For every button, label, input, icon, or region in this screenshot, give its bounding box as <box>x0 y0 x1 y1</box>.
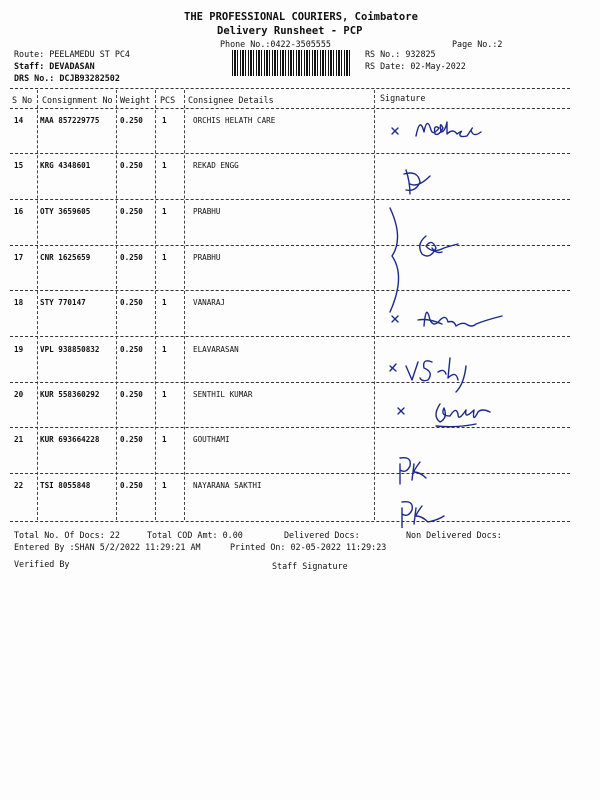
signature-mark <box>400 458 426 484</box>
signature-mark <box>436 404 490 427</box>
row-consignee: GOUTHAMI <box>193 435 230 444</box>
row-pcs: 1 <box>162 298 167 307</box>
row-pcs: 1 <box>162 345 167 354</box>
row-consignee: NAYARANA SAKTHI <box>193 481 262 490</box>
row-pcs: 1 <box>162 481 167 490</box>
row-consignment: VPL 938850832 <box>40 345 100 354</box>
row-pcs: 1 <box>162 116 167 125</box>
printed-on: Printed On: 02-05-2022 11:29:23 <box>230 542 387 552</box>
row-weight: 0.250 <box>120 345 143 354</box>
row-pcs: 1 <box>162 435 167 444</box>
signature-mark <box>390 208 399 312</box>
row-weight: 0.250 <box>120 390 143 399</box>
row-consignee: ELAVARASAN <box>193 345 239 354</box>
row-consignment: KUR 558360292 <box>40 390 100 399</box>
row-consignment: STY 770147 <box>40 298 86 307</box>
col-separator <box>374 90 375 520</box>
table-top-rule <box>10 88 570 89</box>
total-cod: Total COD Amt: 0.00 <box>147 530 243 540</box>
row-weight: 0.250 <box>120 481 143 490</box>
row-sno: 15 <box>14 161 24 170</box>
row-weight: 0.250 <box>120 161 143 170</box>
row-consignee: PRABHU <box>193 253 221 262</box>
row-consignment: KRG 4348601 <box>40 161 91 170</box>
row-consignment: OTY 3659605 <box>40 207 91 216</box>
row-sno: 22 <box>14 481 24 490</box>
row-weight: 0.250 <box>120 298 143 307</box>
col-header-consignee: Consignee Details <box>188 95 274 105</box>
total-docs: Total No. Of Docs: 22 <box>14 530 120 540</box>
row-sno: 16 <box>14 207 24 216</box>
row-consignee: REKAD ENGG <box>193 161 239 170</box>
delivered-docs: Delivered Docs: <box>284 530 360 540</box>
row-sno: 18 <box>14 298 24 307</box>
non-delivered-docs: Non Delivered Docs: <box>406 530 502 540</box>
row-weight: 0.250 <box>120 435 143 444</box>
signature-mark <box>406 358 466 392</box>
signature-mark <box>404 170 430 194</box>
rs-date: RS Date: 02-May-2022 <box>365 61 466 71</box>
signature-mark <box>424 312 502 326</box>
page-number: Page No.:2 <box>452 39 503 49</box>
row-pcs: 1 <box>162 390 167 399</box>
col-header-consignment: Consignment No <box>42 95 113 105</box>
handwritten-signatures <box>376 108 576 528</box>
signature-mark <box>392 316 398 322</box>
entered-by: Entered By :SHAN 5/2/2022 11:29:21 AM <box>14 542 201 552</box>
row-pcs: 1 <box>162 161 167 170</box>
company-name: THE PROFESSIONAL COURIERS, Coimbatore <box>184 11 418 23</box>
col-separator <box>184 90 185 520</box>
col-separator <box>116 90 117 520</box>
row-consignment: MAA 857229775 <box>40 116 100 125</box>
col-separator <box>155 90 156 520</box>
row-sno: 21 <box>14 435 24 444</box>
signature-mark <box>390 364 396 371</box>
col-separator <box>37 90 38 520</box>
row-pcs: 1 <box>162 207 167 216</box>
row-consignment: TSI 8055848 <box>40 481 91 490</box>
rs-number: RS No.: 932825 <box>365 49 436 59</box>
staff-name: Staff: DEVADASAN <box>14 61 95 71</box>
drs-number: DRS No.: DCJB93282502 <box>14 73 120 83</box>
row-consignment: CNR 1625659 <box>40 253 91 262</box>
phone-number: Phone No.:0422-3505555 <box>220 39 331 49</box>
row-consignee: PRABHU <box>193 207 221 216</box>
col-header-signature: Signature <box>380 93 426 103</box>
row-pcs: 1 <box>162 253 167 262</box>
row-consignee: VANARAJ <box>193 298 226 307</box>
signature-mark <box>398 408 404 414</box>
row-weight: 0.250 <box>120 116 143 125</box>
col-header-weight: Weight <box>120 95 151 105</box>
row-sno: 17 <box>14 253 24 262</box>
barcode-image <box>232 50 352 76</box>
verified-by: Verified By <box>14 559 70 569</box>
col-header-pcs: PCS <box>160 95 176 105</box>
signature-mark <box>416 122 481 137</box>
row-weight: 0.250 <box>120 253 143 262</box>
row-sno: 20 <box>14 390 24 399</box>
row-sno: 19 <box>14 345 24 354</box>
row-consignee: ORCHIS HELATH CARE <box>193 116 276 125</box>
signature-mark <box>402 502 444 528</box>
row-consignee: SENTHIL KUMAR <box>193 390 253 399</box>
col-header-sno: S No <box>12 95 33 105</box>
row-consignment: KUR 693664228 <box>40 435 100 444</box>
runsheet-title: Delivery Runsheet - PCP <box>217 25 363 37</box>
row-sno: 14 <box>14 116 24 125</box>
signature-mark <box>392 128 398 134</box>
row-weight: 0.250 <box>120 207 143 216</box>
route: Route: PEELAMEDU ST PC4 <box>14 49 130 59</box>
staff-signature-label: Staff Signature <box>272 561 348 571</box>
